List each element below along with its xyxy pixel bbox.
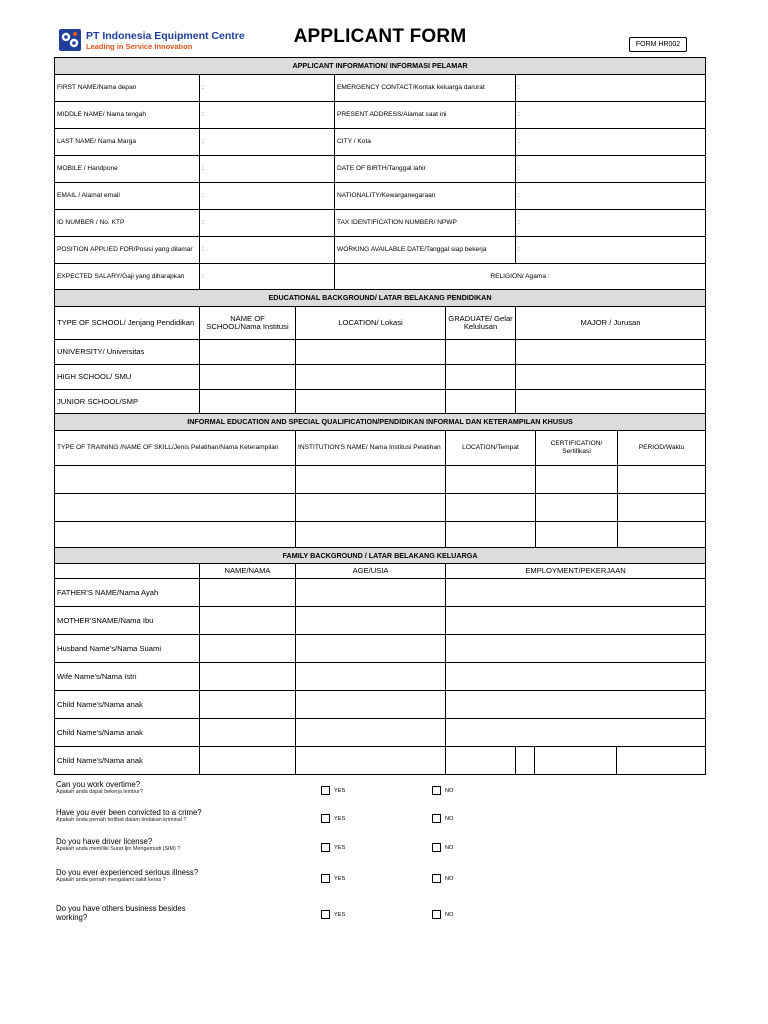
table-cell[interactable]	[446, 719, 706, 747]
table-cell[interactable]	[296, 522, 446, 550]
option-label: NO	[445, 815, 454, 822]
table-cell[interactable]	[446, 607, 706, 635]
option-label: YES	[334, 815, 346, 822]
other-business-yes-checkbox[interactable]	[321, 910, 345, 919]
tax-id-field[interactable]: :	[516, 210, 706, 237]
applicant-info-banner: APPLICANT INFORMATION/ INFORMASI PELAMAR	[55, 58, 706, 75]
table-cell[interactable]	[618, 466, 706, 494]
question-text: Do you have driver license?	[56, 837, 153, 846]
table-cell[interactable]	[536, 466, 618, 494]
question-text: Do you ever experienced serious illness?	[56, 868, 199, 877]
checkbox-icon[interactable]	[321, 910, 330, 919]
checkbox-icon[interactable]	[432, 843, 441, 852]
table-row	[55, 635, 706, 663]
nationality-field[interactable]: :	[516, 183, 706, 210]
religion-field[interactable]: RELIGION/ Agama :	[335, 264, 706, 291]
company-tagline: Leading in Service Innovation	[86, 42, 193, 51]
form-code: FORM HR002	[629, 37, 687, 52]
question-text: Do you have others business besides working?	[56, 904, 186, 922]
checkbox-icon[interactable]	[321, 874, 330, 883]
column-header: TYPE OF SCHOOL/ Jenjang Pendidikan	[55, 307, 200, 340]
table-cell[interactable]	[200, 390, 296, 415]
field-label: DATE OF BIRTH/Tanggal lahir	[335, 156, 516, 183]
field-label: FIRST NAME/Nama depan	[55, 75, 200, 102]
table-cell[interactable]	[55, 494, 296, 522]
column-header: NAME/NAMA	[200, 564, 296, 579]
row-label: FATHER'S NAME/Nama Ayah	[55, 579, 200, 607]
applicant-info-table	[54, 57, 706, 291]
table-row	[55, 494, 706, 522]
row-label: MOTHER'SNAME/Nama Ibu	[55, 607, 200, 635]
table-cell[interactable]	[200, 747, 296, 775]
checkbox-icon[interactable]	[432, 874, 441, 883]
field-label: EXPECTED SALARY/Gaji yang diharapkan	[55, 264, 200, 291]
question-driver-license	[56, 837, 256, 853]
table-row	[55, 183, 706, 210]
table-cell[interactable]	[55, 522, 296, 550]
table-cell[interactable]	[446, 340, 516, 365]
table-row	[55, 210, 706, 237]
question-illness	[56, 868, 256, 884]
education-banner: EDUCATIONAL BACKGROUND/ LATAR BELAKANG PENDIDIKAN	[55, 290, 706, 307]
table-cell[interactable]	[617, 747, 706, 775]
table-row	[55, 365, 706, 390]
checkbox-icon[interactable]	[321, 814, 330, 823]
table-row	[55, 340, 706, 365]
checkbox-icon[interactable]	[321, 786, 330, 795]
table-row	[55, 237, 706, 264]
field-label: PRESENT ADDRESS/Alamat saat ini	[335, 102, 516, 129]
column-header: LOCATION/Tempat	[446, 431, 536, 466]
present-address-field[interactable]: :	[516, 102, 706, 129]
table-cell[interactable]	[296, 719, 446, 747]
checkbox-icon[interactable]	[321, 843, 330, 852]
table-row	[55, 579, 706, 607]
column-header: LOCATION/ Lokasi	[296, 307, 446, 340]
table-cell[interactable]	[516, 747, 535, 775]
column-header: GRADUATE/ Gelar Kelulusan	[446, 307, 516, 340]
row-label: HIGH SCHOOL/ SMU	[55, 365, 200, 390]
table-cell[interactable]	[446, 663, 706, 691]
field-label: MIDDLE NAME/ Nama tengah	[55, 102, 200, 129]
field-label: POSITION APPLIED FOR/Posisi yang dilamar	[55, 237, 200, 264]
table-cell[interactable]	[446, 579, 706, 607]
middle-name-field[interactable]: :	[200, 102, 335, 129]
table-cell[interactable]	[446, 466, 536, 494]
table-row	[55, 522, 706, 550]
table-row	[55, 607, 706, 635]
first-name-field[interactable]: :	[200, 75, 335, 102]
checkbox-icon[interactable]	[432, 910, 441, 919]
table-row	[55, 129, 706, 156]
family-table	[54, 547, 706, 775]
row-label: Husband Name's/Nama Suami	[55, 635, 200, 663]
illness-yes-checkbox[interactable]	[321, 874, 345, 883]
field-label: WORKING AVAILABLE DATE/Tanggal siap bekerja	[335, 237, 516, 264]
table-row	[55, 156, 706, 183]
column-header: PERIOD/Waktu	[618, 431, 706, 466]
table-cell[interactable]	[516, 365, 706, 390]
table-row	[55, 691, 706, 719]
company-name: PT Indonesia Equipment Centre	[86, 30, 245, 42]
table-header-row	[55, 564, 706, 579]
emergency-contact-field[interactable]: :	[516, 75, 706, 102]
table-cell[interactable]	[536, 522, 618, 550]
table-cell[interactable]	[536, 494, 618, 522]
table-cell[interactable]	[200, 663, 296, 691]
row-label: UNIVERSITY/ Universitas	[55, 340, 200, 365]
option-label: YES	[334, 844, 346, 851]
table-cell[interactable]	[200, 691, 296, 719]
table-cell[interactable]	[446, 635, 706, 663]
table-cell	[55, 564, 200, 579]
table-cell[interactable]	[296, 340, 446, 365]
table-cell[interactable]	[535, 747, 617, 775]
driver-license-yes-checkbox[interactable]	[321, 843, 345, 852]
field-label: EMERGENCY CONTACT/Kontak keluarga darurat	[335, 75, 516, 102]
table-cell[interactable]	[618, 522, 706, 550]
table-cell[interactable]	[200, 635, 296, 663]
column-header: MAJOR / Jurusan	[516, 307, 706, 340]
overtime-no-checkbox[interactable]	[432, 786, 453, 795]
column-header: CERTIFICATION/ Sertifikasi	[536, 431, 618, 466]
row-label: Child Name's/Nama anak	[55, 747, 200, 775]
field-label: CITY / Kota	[335, 129, 516, 156]
table-cell[interactable]	[516, 340, 706, 365]
crime-no-checkbox[interactable]	[432, 814, 453, 823]
column-header: TYPE OF TRAINING /NAME OF SKILL/Jenis Pelatihan/Nama Keterampilan	[55, 431, 296, 466]
table-row	[55, 264, 706, 291]
expected-salary-field[interactable]: :	[200, 264, 335, 291]
table-cell[interactable]	[296, 663, 446, 691]
driver-license-no-checkbox[interactable]	[432, 843, 453, 852]
table-cell[interactable]	[446, 365, 516, 390]
table-row	[55, 390, 706, 415]
question-text: Can you work overtime?	[56, 780, 141, 789]
email-field[interactable]: :	[200, 183, 335, 210]
other-business-no-checkbox[interactable]	[432, 910, 453, 919]
option-label: NO	[445, 787, 454, 794]
option-label: NO	[445, 875, 454, 882]
table-row	[55, 663, 706, 691]
column-header: INSTITUTION'S NAME/ Nama Institusi Pelatihan	[296, 431, 446, 466]
table-row	[55, 747, 706, 775]
working-available-date-field[interactable]: :	[516, 237, 706, 264]
table-row	[55, 466, 706, 494]
table-cell[interactable]	[200, 579, 296, 607]
mobile-field[interactable]: :	[200, 156, 335, 183]
field-label: TAX IDENTIFICATION NUMBER/ NPWP	[335, 210, 516, 237]
table-cell[interactable]	[296, 607, 446, 635]
question-translation: Apakah anda dapat bekerja lembur?	[56, 789, 143, 795]
table-cell[interactable]	[296, 494, 446, 522]
field-label: NATIONALITY/Kewarganegaraan	[335, 183, 516, 210]
table-cell[interactable]	[446, 494, 536, 522]
table-cell[interactable]	[446, 390, 516, 415]
date-of-birth-field[interactable]: :	[516, 156, 706, 183]
table-header-row	[55, 431, 706, 466]
checkbox-icon[interactable]	[432, 786, 441, 795]
table-cell[interactable]	[516, 390, 706, 415]
table-cell[interactable]	[618, 494, 706, 522]
column-header: NAME OF SCHOOL/Nama Institusi	[200, 307, 296, 340]
question-other-business	[56, 904, 206, 922]
checkbox-icon[interactable]	[432, 814, 441, 823]
table-row	[55, 75, 706, 102]
table-cell[interactable]	[55, 466, 296, 494]
row-label: Child Name's/Nama anak	[55, 691, 200, 719]
table-cell[interactable]	[446, 522, 536, 550]
option-label: YES	[334, 911, 346, 918]
row-label: Wife Name's/Nama Istri	[55, 663, 200, 691]
table-cell[interactable]	[296, 691, 446, 719]
table-cell[interactable]	[200, 365, 296, 390]
question-translation: Apakah anda memiliki Surat Ijin Mengemudi (SIM) ?	[56, 846, 181, 852]
crime-yes-checkbox[interactable]	[321, 814, 345, 823]
field-label: LAST NAME/ Nama Marga	[55, 129, 200, 156]
city-field[interactable]: :	[516, 129, 706, 156]
option-label: YES	[334, 875, 346, 882]
overtime-yes-checkbox[interactable]	[321, 786, 345, 795]
table-cell[interactable]	[200, 719, 296, 747]
form-title: APPLICANT FORM	[293, 26, 467, 47]
illness-no-checkbox[interactable]	[432, 874, 453, 883]
table-cell[interactable]	[446, 747, 516, 775]
field-label: EMAIL / Alamat email	[55, 183, 200, 210]
question-crime	[56, 808, 256, 824]
gear-logo-icon	[58, 28, 82, 52]
row-label: JUNIOR SCHOOL/SMP	[55, 390, 200, 415]
informal-education-banner: INFORMAL EDUCATION AND SPECIAL QUALIFICATION/PENDIDIKAN INFORMAL DAN KETERAMPILAN KHUSUS	[55, 414, 706, 431]
last-name-field[interactable]: :	[200, 129, 335, 156]
option-label: YES	[334, 787, 346, 794]
field-label: MOBILE / Handpone	[55, 156, 200, 183]
table-row	[55, 719, 706, 747]
table-cell[interactable]	[296, 466, 446, 494]
row-label: Child Name's/Nama anak	[55, 719, 200, 747]
family-banner: FAMILY BACKGROUND / LATAR BELAKANG KELUARGA	[55, 548, 706, 564]
option-label: NO	[445, 844, 454, 851]
table-cell[interactable]	[296, 579, 446, 607]
question-translation: Apakah anda pernah terlibat dalam tindakan kriminal ?	[56, 817, 187, 823]
informal-education-table	[54, 413, 706, 550]
id-number-field[interactable]: :	[200, 210, 335, 237]
table-cell[interactable]	[296, 365, 446, 390]
company-logo	[58, 28, 248, 54]
table-cell[interactable]	[200, 340, 296, 365]
table-cell[interactable]	[446, 691, 706, 719]
table-header-row	[55, 307, 706, 340]
table-cell[interactable]	[296, 390, 446, 415]
option-label: NO	[445, 911, 454, 918]
field-label: ID NUMBER / No. KTP	[55, 210, 200, 237]
column-header: EMPLOYMENT/PEKERJAAN	[446, 564, 706, 579]
question-translation: Apakah anda pernah mengalami sakit keras ?	[56, 877, 166, 883]
table-cell[interactable]	[200, 607, 296, 635]
table-cell[interactable]	[296, 635, 446, 663]
table-row	[55, 102, 706, 129]
question-text: Have you ever been convicted to a crime?	[56, 808, 202, 817]
question-overtime	[56, 780, 256, 796]
column-header: AGE/USIA	[296, 564, 446, 579]
table-cell[interactable]	[296, 747, 446, 775]
education-table	[54, 289, 706, 415]
position-applied-field[interactable]: :	[200, 237, 335, 264]
